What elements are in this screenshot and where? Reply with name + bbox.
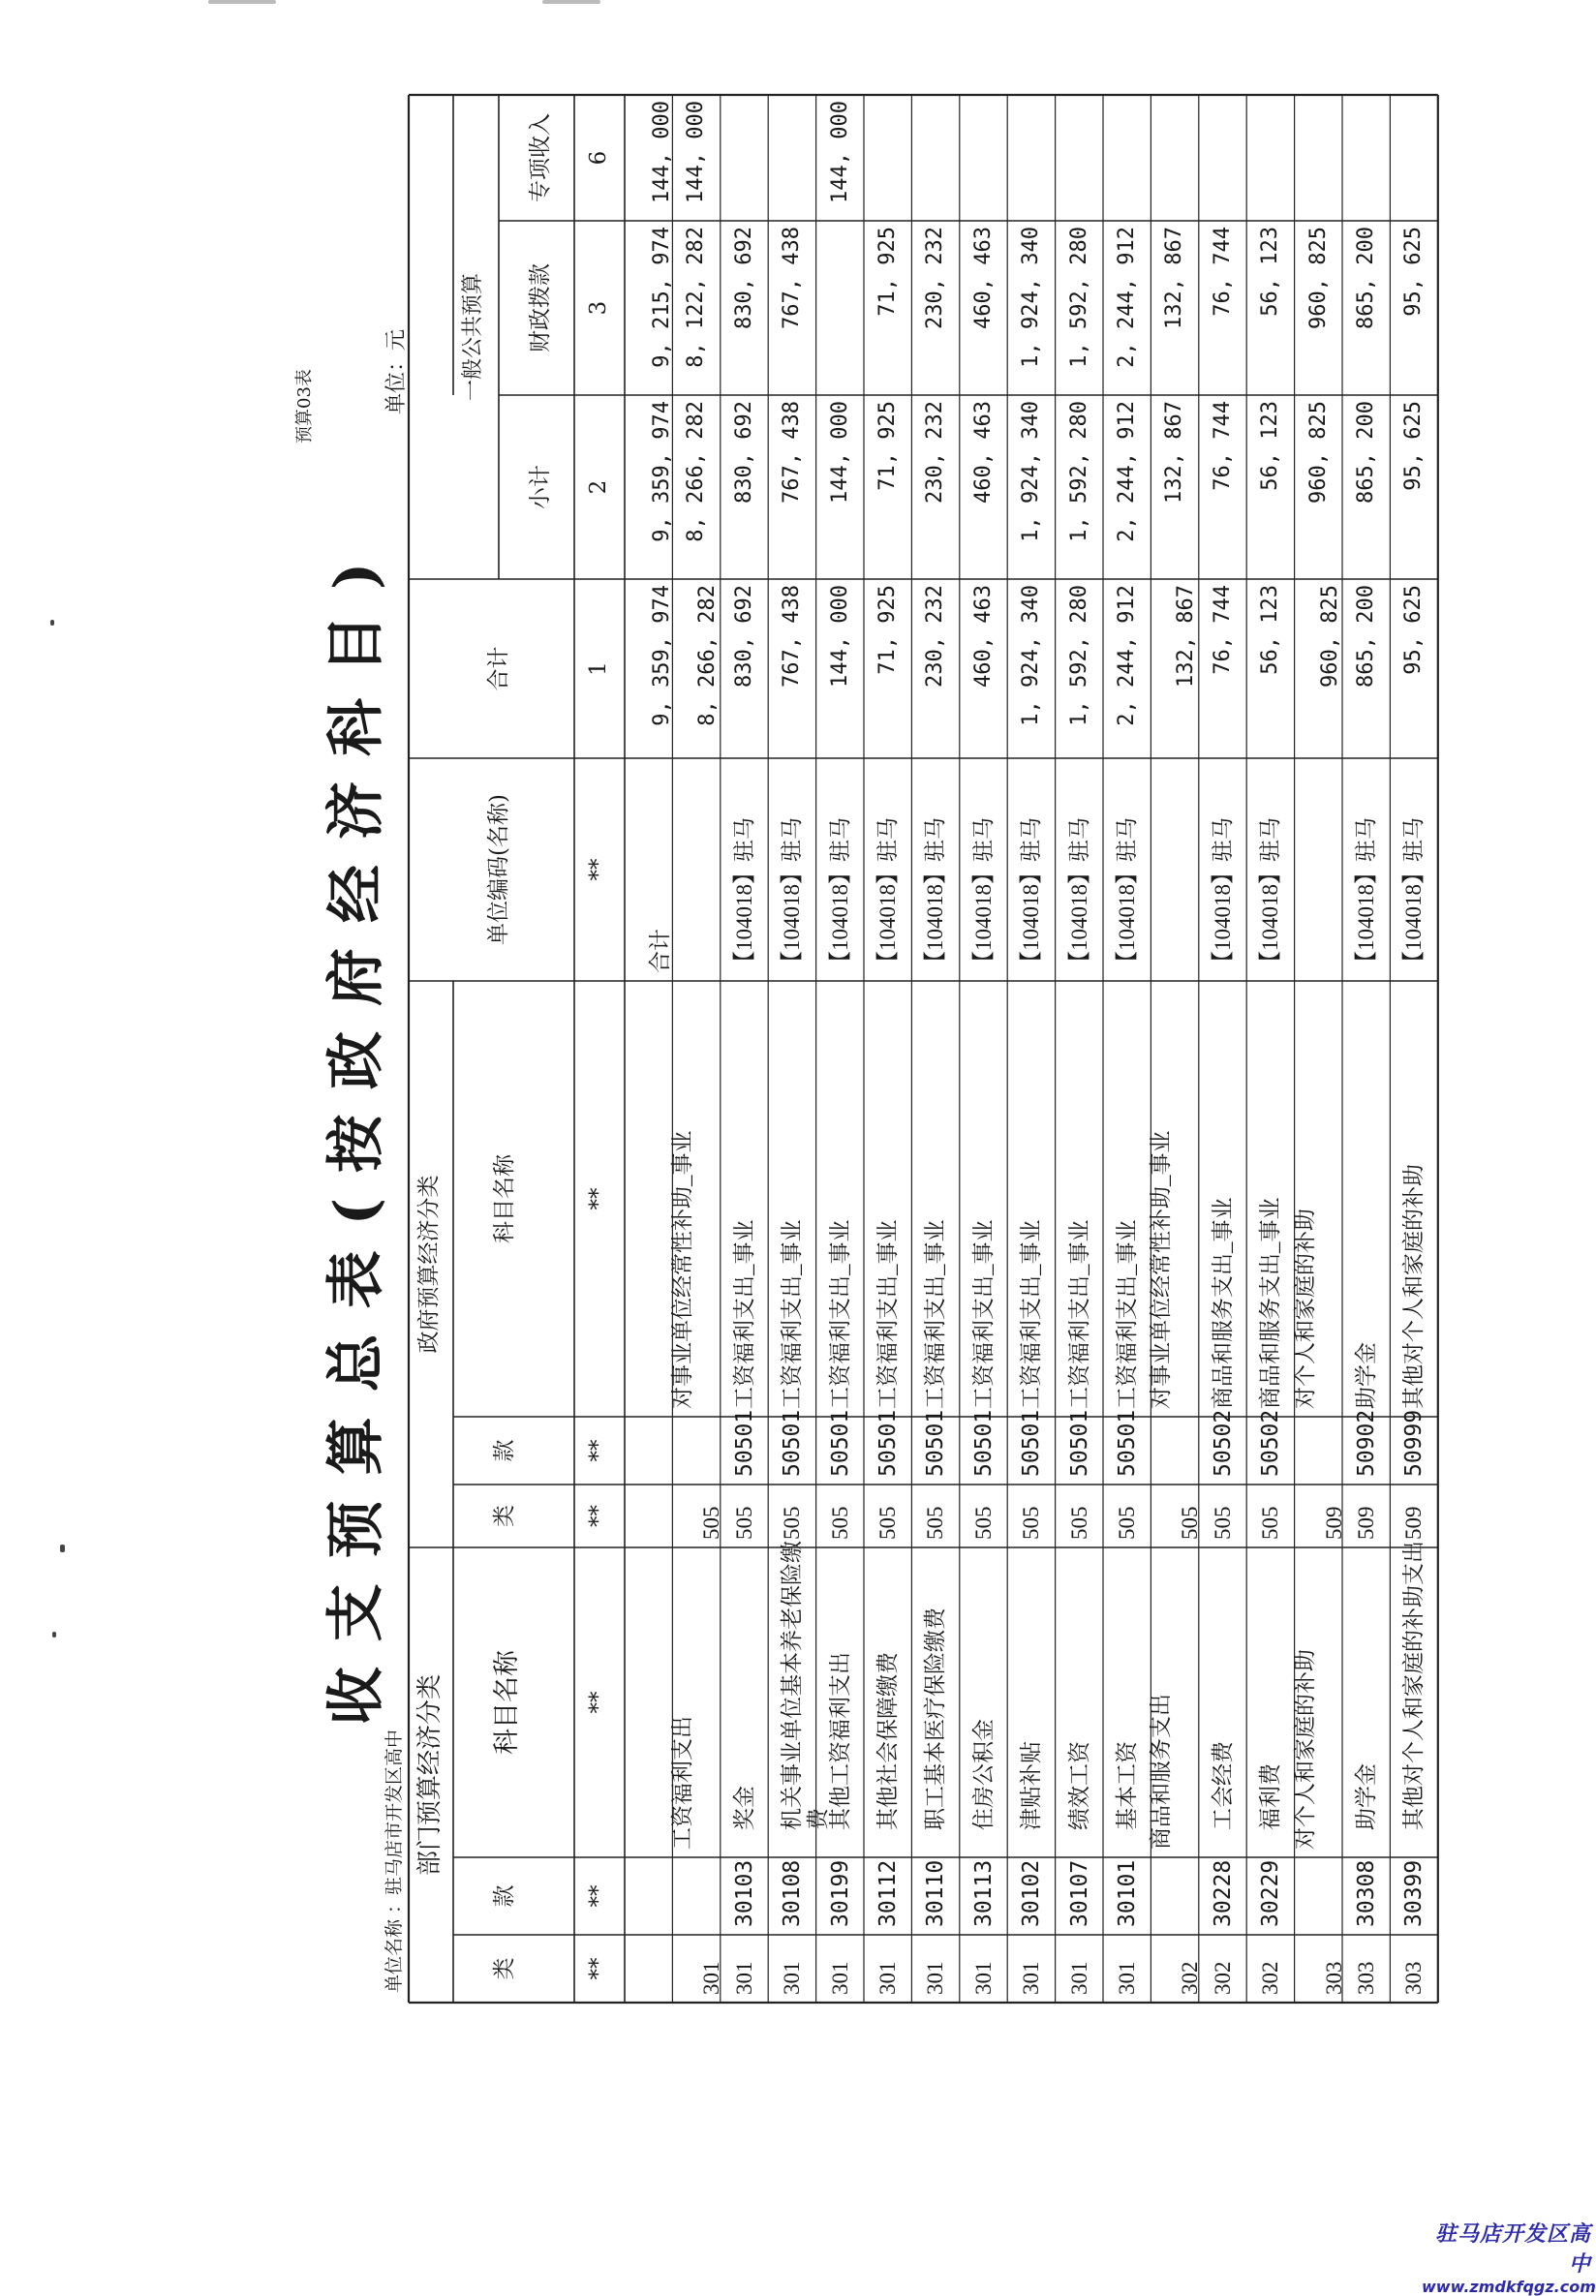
gov-subject-cell: 工资福利支出_事业	[1019, 1219, 1044, 1409]
dept-class-cell: 301	[1019, 1961, 1044, 1995]
subtotal-cell: 960, 825	[1305, 401, 1331, 504]
unit-code-cell: 【104018】驻马	[1401, 817, 1427, 973]
subtotal-cell: 56, 123	[1258, 401, 1283, 491]
gov-subject-cell: 对事业单位经常性补助_事业	[1149, 1130, 1174, 1409]
gov-class-cell: 505	[1258, 1506, 1283, 1540]
unit-code-cell: 合计	[648, 929, 672, 973]
gov-class-cell: 505	[699, 1506, 724, 1540]
gov-class-cell: 509	[1401, 1506, 1427, 1540]
dept-class-cell: 302	[1178, 1961, 1203, 1995]
fiscal-cell: 767, 438	[780, 227, 805, 329]
currency-unit: 单位：元	[384, 328, 409, 414]
dept-class-cell: 301	[827, 1961, 852, 1995]
fiscal-cell: 2, 244, 912	[1115, 227, 1139, 368]
dept-class-cell: 302	[1210, 1961, 1235, 1995]
gov-subject-cell: 商品和服务支出_事业	[1210, 1197, 1235, 1409]
marker-gov_subject: **	[586, 1187, 611, 1210]
dept-class-cell: 301	[780, 1961, 805, 1995]
gov-item-cell: 50501	[1066, 1409, 1092, 1477]
subtotal-cell: 865, 200	[1354, 401, 1378, 504]
subtotal-cell: 95, 625	[1401, 401, 1427, 491]
gov-subject-cell: 工资福利支出_事业	[875, 1219, 900, 1409]
fiscal-cell: 132, 867	[1162, 227, 1187, 329]
dept-item-cell: 30102	[1019, 1859, 1045, 1927]
fiscal-cell: 830, 692	[731, 227, 756, 329]
gov-class-cell: 505	[827, 1506, 852, 1540]
fiscal-cell: 230, 232	[923, 227, 948, 329]
dept-subject-cell: 绩效工资	[1066, 1741, 1091, 1830]
subtotal-cell: 132, 867	[1162, 401, 1187, 504]
marker-fiscal: 3	[586, 300, 611, 316]
gov-subject-cell: 工资福利支出_事业	[827, 1219, 852, 1409]
dept-item-cell: 30308	[1354, 1859, 1379, 1927]
dept-item-cell: 30103	[731, 1859, 757, 1927]
dept-subject-cell: 津贴补贴	[1019, 1741, 1044, 1830]
public-group-header: 一般公共预算	[461, 273, 485, 402]
unit-code-cell: 【104018】驻马	[875, 817, 900, 973]
gov-item-cell: 50501	[970, 1409, 997, 1477]
subtotal-header: 小计	[528, 465, 553, 509]
total-cell: 132, 867	[1174, 585, 1199, 688]
unit-code-cell: 【104018】驻马	[780, 817, 805, 973]
total-cell: 1, 924, 340	[1019, 585, 1044, 726]
subtotal-cell: 76, 744	[1210, 401, 1235, 491]
dept-item-cell: 30110	[923, 1859, 949, 1927]
gov-class-cell: 505	[875, 1506, 900, 1540]
dept-subject-cell: 福利费	[1258, 1763, 1283, 1830]
dept-subject-cell: 工会经费	[1210, 1741, 1235, 1830]
gov-subject-cell: 工资福利支出_事业	[731, 1219, 756, 1409]
document-title: 收支预算总表(按政府经济科目)	[322, 536, 390, 1726]
dept-class-cell: 301	[731, 1961, 756, 1995]
fiscal-cell: 95, 625	[1401, 227, 1427, 317]
gov-subject-cell: 对事业单位经常性补助_事业	[670, 1130, 695, 1409]
gov-group-header: 政府预算经济分类	[416, 1175, 442, 1354]
marker-total: 1	[586, 661, 611, 676]
gov-subject-cell: 工资福利支出_事业	[970, 1219, 996, 1409]
unit-code-cell: 【104018】驻马	[827, 817, 852, 973]
dept-item-cell: 30199	[827, 1859, 853, 1927]
total-cell: 960, 825	[1317, 585, 1342, 688]
dept-subject-cell: 其他工资福利支出	[827, 1652, 852, 1830]
gov-item-cell: 50501	[875, 1409, 901, 1477]
total-cell: 95, 625	[1401, 585, 1427, 675]
gov-item-cell: 50902	[1354, 1409, 1379, 1477]
unit-code-header: 单位编码(名称)	[486, 794, 511, 945]
dept-class-cell: 301	[875, 1961, 900, 1995]
dept-subject-cell: 对个人和家庭的补助	[1292, 1649, 1317, 1850]
dept-item-cell: 30228	[1210, 1859, 1236, 1927]
gov-class-cell: 505	[1178, 1506, 1203, 1540]
gov-class-cell: 505	[970, 1506, 996, 1540]
fiscal-cell: 76, 744	[1210, 227, 1235, 317]
fiscal-cell: 1, 924, 340	[1019, 227, 1044, 368]
total-header: 合计	[486, 646, 511, 691]
gov-subject-cell: 工资福利支出_事业	[1066, 1219, 1091, 1409]
total-cell: 767, 438	[780, 585, 805, 688]
gov-subject-cell: 对个人和家庭的补助	[1292, 1209, 1317, 1409]
dept-item-cell: 30399	[1401, 1859, 1427, 1927]
fiscal-cell: 71, 925	[875, 227, 900, 317]
dept-subject-header: 科目名称	[492, 1650, 522, 1755]
unit-code-cell: 【104018】驻马	[923, 817, 948, 973]
subtotal-cell: 767, 438	[780, 401, 805, 504]
dept-class-cell: 301	[970, 1961, 996, 1995]
subtotal-cell: 8, 266, 282	[684, 401, 709, 542]
dept-class-cell: 301	[1066, 1961, 1091, 1995]
total-cell: 865, 200	[1354, 585, 1378, 688]
fiscal-cell: 9, 215, 974	[650, 227, 674, 368]
unit-code-cell: 【104018】驻马	[1066, 817, 1091, 973]
dept-item-cell: 30113	[970, 1859, 997, 1927]
marker-subtotal: 2	[586, 479, 611, 495]
unit-code-cell: 【104018】驻马	[1210, 817, 1235, 973]
unit-code-cell: 【104018】驻马	[1115, 817, 1139, 973]
gov-class-cell: 505	[731, 1506, 756, 1540]
fiscal-cell: 865, 200	[1354, 227, 1378, 329]
gov-class-cell: 505	[780, 1506, 805, 1540]
dept-item-cell: 30108	[780, 1859, 806, 1927]
gov-class-header: 类	[492, 1505, 517, 1527]
special-header: 专项收入	[528, 113, 553, 202]
unit-code-cell: 【104018】驻马	[731, 817, 756, 973]
fiscal-cell: 56, 123	[1258, 227, 1283, 317]
form-number: 预算03表	[294, 369, 315, 444]
gov-item-cell: 50502	[1210, 1409, 1236, 1477]
site-url: www.zmdkfqgz.com	[1422, 2278, 1596, 2296]
unit-code-cell: 【104018】驻马	[1258, 817, 1283, 973]
fiscal-header: 财政拨款	[528, 263, 553, 352]
dept-subject-cell: 其他对个人和家庭的补助支出	[1401, 1541, 1427, 1830]
site-watermark	[1422, 2218, 1596, 2296]
gov-class-cell: 505	[1066, 1506, 1091, 1540]
dept-subject-cell: 基本工资	[1115, 1741, 1139, 1830]
dept-item-header: 款	[492, 1884, 517, 1908]
total-cell: 144, 000	[827, 585, 852, 688]
total-cell: 71, 925	[875, 585, 900, 675]
gov-class-cell: 505	[1115, 1506, 1139, 1540]
gov-item-cell: 50501	[780, 1409, 806, 1477]
dept-item-cell: 30112	[875, 1859, 901, 1927]
subtotal-cell: 830, 692	[731, 401, 756, 504]
gov-class-cell: 505	[923, 1506, 948, 1540]
special-cell: 144, 000	[650, 101, 674, 203]
total-cell: 830, 692	[731, 585, 756, 688]
total-cell: 460, 463	[970, 585, 996, 688]
dept-class-cell: 303	[1401, 1961, 1427, 1995]
gov-item-cell: 50501	[731, 1409, 757, 1477]
marker-special: 6	[586, 150, 611, 166]
subtotal-cell: 2, 244, 912	[1115, 401, 1139, 542]
gov-class-cell: 509	[1354, 1506, 1378, 1540]
total-cell: 9, 359, 974	[650, 585, 674, 726]
gov-subject-cell: 工资福利支出_事业	[780, 1219, 805, 1409]
site-name: 驻马店开发区高中	[1434, 2222, 1591, 2277]
total-cell: 76, 744	[1210, 585, 1235, 675]
marker-dept_class: **	[586, 1957, 611, 1980]
gov-class-cell: 505	[1019, 1506, 1044, 1540]
dept-subject-cell: 奖金	[731, 1786, 756, 1830]
gov-class-cell: 509	[1321, 1506, 1346, 1540]
subtotal-cell: 1, 592, 280	[1066, 401, 1091, 542]
marker-dept_item: **	[586, 1884, 611, 1908]
dept-subject-cell: 工资福利支出	[670, 1716, 695, 1850]
unit-code-cell: 【104018】驻马	[1354, 817, 1378, 973]
dept-class-cell: 303	[1354, 1961, 1378, 1995]
dept-class-header: 类	[492, 1957, 517, 1980]
total-cell: 56, 123	[1258, 585, 1283, 675]
dept-subject-cell: 住房公积金	[970, 1719, 996, 1830]
dept-class-cell: 301	[1115, 1961, 1139, 1995]
gov-item-cell: 50501	[923, 1409, 949, 1477]
gov-subject-cell: 其他对个人和家庭的补助	[1401, 1164, 1427, 1409]
unit-code-cell: 【104018】驻马	[1019, 817, 1044, 973]
gov-item-cell: 50501	[1019, 1409, 1045, 1477]
dept-subject-cell: 助学金	[1354, 1763, 1378, 1830]
gov-subject-cell: 商品和服务支出_事业	[1258, 1197, 1283, 1409]
unit-name: 单位名称 ：驻马店市开发区高中	[384, 1729, 405, 1993]
dept-subject-cell: 机关事业单位基本养老保险缴费	[780, 1541, 830, 1830]
total-cell: 2, 244, 912	[1115, 585, 1139, 726]
subtotal-cell: 1, 924, 340	[1019, 401, 1044, 542]
gov-item-cell: 50502	[1258, 1409, 1284, 1477]
dept-subject-cell: 其他社会保障缴费	[875, 1652, 900, 1830]
total-cell: 8, 266, 282	[695, 585, 721, 726]
gov-item-cell: 50999	[1401, 1409, 1427, 1477]
fiscal-cell: 460, 463	[970, 227, 996, 329]
marker-gov_class: **	[586, 1505, 611, 1527]
unit-code-cell: 【104018】驻马	[970, 817, 996, 973]
fiscal-cell: 8, 122, 282	[684, 227, 709, 368]
subtotal-cell: 230, 232	[923, 401, 948, 504]
subtotal-cell: 460, 463	[970, 401, 996, 504]
gov-item-cell: 50501	[827, 1409, 853, 1477]
gov-subject-cell: 工资福利支出_事业	[1115, 1219, 1139, 1409]
dept-class-cell: 301	[699, 1961, 724, 1995]
fiscal-cell: 960, 825	[1305, 227, 1331, 329]
dept-class-cell: 301	[923, 1961, 948, 1995]
dept-class-cell: 303	[1321, 1961, 1346, 1995]
gov-item-header: 款	[492, 1439, 517, 1462]
gov-subject-cell: 助学金	[1354, 1342, 1378, 1409]
gov-item-cell: 50501	[1115, 1409, 1140, 1477]
fiscal-cell: 1, 592, 280	[1066, 227, 1091, 368]
dept-item-cell: 30101	[1115, 1859, 1140, 1927]
subtotal-cell: 71, 925	[875, 401, 900, 491]
dept-item-cell: 30229	[1258, 1859, 1284, 1927]
total-cell: 230, 232	[923, 585, 948, 688]
subtotal-cell: 9, 359, 974	[650, 401, 674, 542]
dept-group-header: 部门预算经济分类	[415, 1674, 445, 1877]
subtotal-cell: 144, 000	[827, 401, 852, 504]
marker-dept_subject: **	[586, 1691, 611, 1714]
special-cell: 144, 000	[827, 101, 852, 203]
gov-subject-header: 科目名称	[492, 1154, 517, 1243]
dept-item-cell: 30107	[1066, 1859, 1092, 1927]
dept-class-cell: 302	[1258, 1961, 1283, 1995]
marker-gov_item: **	[586, 1439, 611, 1462]
gov-subject-cell: 工资福利支出_事业	[923, 1219, 948, 1409]
dept-subject-cell: 职工基本医疗保险缴费	[923, 1607, 948, 1830]
special-cell: 144, 000	[684, 101, 709, 203]
gov-class-cell: 505	[1210, 1506, 1235, 1540]
total-cell: 1, 592, 280	[1066, 585, 1091, 726]
dept-subject-cell: 商品和服务支出	[1149, 1694, 1174, 1850]
marker-unit_code: **	[586, 858, 611, 881]
